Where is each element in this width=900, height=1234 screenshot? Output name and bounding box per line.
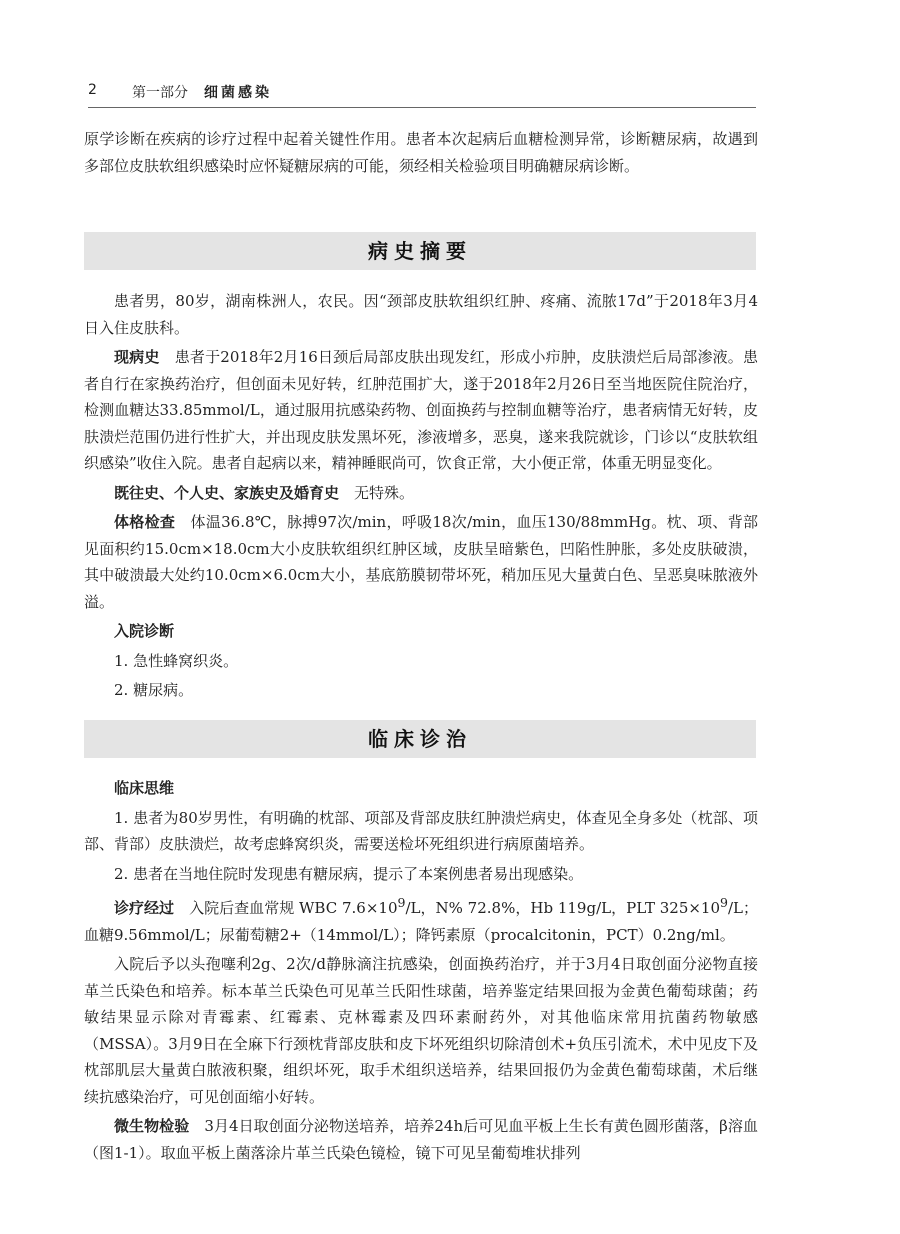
present-illness-paragraph — [84, 344, 758, 477]
microbiology-paragraph — [84, 1113, 758, 1166]
treatment-course-paragraph — [84, 890, 758, 948]
admission-diagnosis-label: 入院诊断 — [114, 622, 175, 640]
past-history-label: 既往史、个人史、家族史及婚育史 — [114, 483, 340, 502]
course-sup-b: 9 — [720, 895, 728, 910]
microbiology-label: 微生物检验 — [114, 1117, 190, 1135]
history-block — [84, 288, 758, 704]
physical-exam-label: 体格检查 — [114, 513, 176, 531]
present-illness-label: 现病史 — [114, 348, 160, 366]
clinical-thinking-label: 临床思维 — [114, 779, 175, 797]
past-history-text: 无特殊。 — [354, 483, 415, 502]
present-illness-text: 患者于2018年2月16日颈后局部皮肤出现发红，形成小疖肿，皮肤溃烂后局部渗液。患者自行在家换药治疗，但创面未见好转，红肿范围扩大，遂于2018年2月26日至当地医院住院治疗，检测血糖达33.85mmol/L，通过服用抗感染药物、创面换药与控制血糖等治疗，患者病情无好转，皮肤溃烂范围仍进行性扩大，并出现皮肤发黑坏死，渗液增多，恶臭，遂来我院就诊，门诊以“皮肤软组织感染”收住入院。患者自起病以来，精神睡眠尚可，饮食正常，大小便正常，体重无明显变化。 — [84, 348, 758, 472]
running-header — [88, 82, 756, 106]
intro-paragraph: 原学诊断在疾病的诊疗过程中起着关键性作用。患者本次起病后血糖检测异常，诊断糖尿病，故遇到多部位皮肤软组织感染时应怀疑糖尿病的可能，须经相关检验项目明确糖尿病诊断。 — [84, 130, 758, 175]
section-title-treatment: 临床诊治 — [84, 720, 756, 758]
course-text-b: /L，N% 72.8%，Hb 119g/L，PLT 325×10 — [405, 899, 721, 917]
treatment-course-paragraph-2: 入院后予以头孢噻利2g、2次/d静脉滴注抗感染，创面换药治疗，并于3月4日取创面分泌物直接革兰氏染色和培养。标本革兰氏染色可见革兰氏阳性球菌，培养鉴定结果回报为金黄色葡萄球菌；药敏结果显示除对青霉素、红霉素、克林霉素及四环素耐药外，对其他临床常用抗菌药物敏感（MSSA）。3月9日在全麻下行颈枕背部皮肤和皮下坏死组织切除清创术+负压引流术，术中见皮下及枕部肌层大量黄白脓液积聚，组织坏死，取手术组织送培养，结果回报仍为金黄色葡萄球菌，术后继续抗感染治疗，可见创面缩小好转。 — [84, 955, 758, 1106]
microbiology-text: 3月4日取创面分泌物送培养，培养24h后可见血平板上生长有黄色圆形菌落，β溶血（图1-1）。取血平板上菌落涂片革兰氏染色镜检，镜下可见呈葡萄堆状排列 — [84, 1117, 758, 1162]
physical-exam-paragraph — [84, 509, 758, 615]
intro-block — [84, 126, 758, 179]
diagnosis-item: 1. 急性蜂窝织炎。 — [114, 651, 239, 670]
physical-exam-text: 体温36.8℃，脉搏97次/min，呼吸18次/min，血压130/88mmHg。枕、项、背部见面积约15.0cm×18.0cm大小皮肤软组织红肿区域，皮肤呈暗紫色，凹陷性肿胀，多处皮肤破溃，其中破溃最大处约10.0cm×6.0cm大小，基底筋膜韧带坏死，稍加压见大量黄白色、呈恶臭味脓液外溢。 — [84, 513, 758, 611]
treatment-course-label: 诊疗经过 — [114, 899, 175, 917]
history-intro-paragraph: 患者男，80岁，湖南株洲人，农民。因“颈部皮肤软组织红肿、疼痛、流脓17d”于2018年3月4日入住皮肤科。 — [84, 292, 758, 337]
treatment-block — [84, 775, 758, 1166]
course-text-a: 入院后查血常规 WBC 7.6×10 — [189, 899, 398, 917]
section-title-history: 病史摘要 — [84, 232, 756, 270]
past-history-paragraph — [84, 480, 758, 507]
course-sup-a: 9 — [397, 895, 406, 910]
thinking-item: 2. 患者在当地住院时发现患有糖尿病，提示了本案例患者易出现感染。 — [114, 864, 584, 883]
diagnosis-item: 2. 糖尿病。 — [114, 681, 194, 699]
part-label: 第一部分 — [132, 85, 188, 101]
header-rule — [88, 107, 756, 108]
part-title: 细菌感染 — [204, 85, 272, 101]
course-text-c: /L；血糖9.56mmol/L；尿葡萄糖2+（14mmol/L）；降钙素原（procalcitonin，PCT）0.2ng/ml。 — [84, 899, 758, 944]
page-number: 2 — [88, 82, 97, 98]
thinking-item: 1. 患者为80岁男性，有明确的枕部、项部及背部皮肤红肿溃烂病史，体查见全身多处（枕部、项部、背部）皮肤溃烂，故考虑蜂窝织炎，需要送检坏死组织进行病原菌培养。 — [84, 808, 758, 853]
